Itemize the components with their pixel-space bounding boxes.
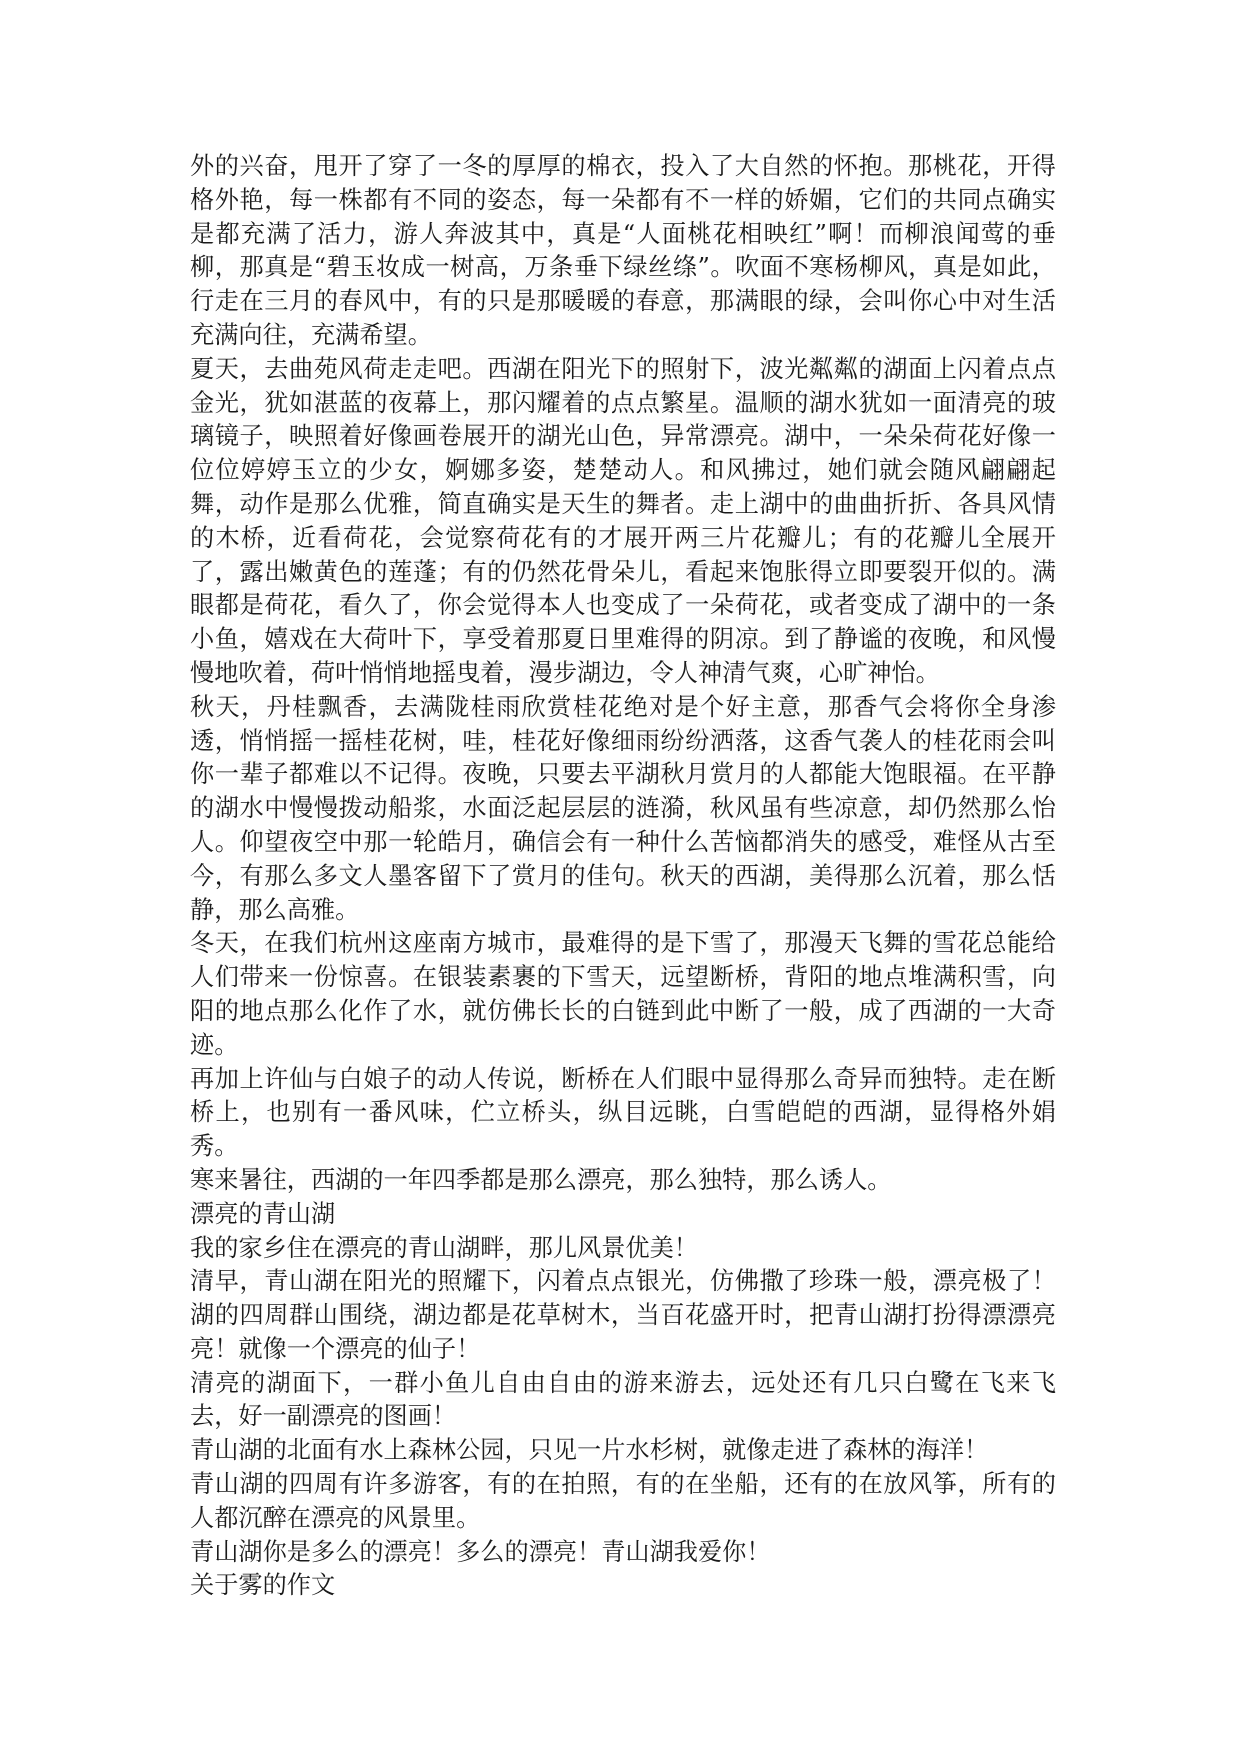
paragraph-tourists: 青山湖的四周有许多游客，有的在拍照，有的在坐船，还有的在放风筝，所有的人都沉醉在漂亮的风景里。 [190,1470,1056,1532]
paragraph-autumn: 秋天，丹桂飘香，去满陇桂雨欣赏桂花绝对是个好主意，那香气会将你全身渗透，悄悄摇一摇桂花树，哇，桂花好像细雨纷纷洒落，这香气袭人的桂花雨会叫你一辈子都难以不记得。夜晚，只要去平湖秋月赏月的人都能大饱眼福。在平静的湖水中慢慢拨动船浆，水面泛起层层的涟漪，秋风虽有些凉意，却仍然那么怡人。仰望夜空中那一轮皓月，确信会有一种什么苦恼都消失的感受，难怪从古至今，有那么多文人墨客留下了赏月的佳句。秋天的西湖，美得那么沉着，那么恬静，那么高雅。 [190,692,1056,924]
paragraph-west-lake-conclusion: 寒来暑往，西湖的一年四季都是那么漂亮，那么独特，那么诱人。 [190,1165,892,1194]
paragraph-morning: 清早，青山湖在阳光的照耀下，闪着点点银光，仿佛撒了珍珠一般，漂亮极了！湖的四周群山围绕，湖边都是花草树木，当百花盛开时，把青山湖打扮得漂漂亮亮！就像一个漂亮的仙子！ [190,1267,1056,1363]
paragraph-winter: 冬天，在我们杭州这座南方城市，最难得的是下雪了，那漫天飞舞的雪花总能给人们带来一份惊喜。在银装素裹的下雪天，远望断桥，背阳的地点堆满积雪，向阳的地点那么化作了水，就仿佛长长的白链到此中断了一般，成了西湖的一大奇迹。 [190,929,1056,1059]
essay-title-fog: 关于雾的作文 [190,1571,336,1600]
paragraph-summer: 夏天，去曲苑风荷走走吧。西湖在阳光下的照射下，波光粼粼的湖面上闪着点点金光，犹如湛蓝的夜幕上，那闪耀着的点点繁星。温顺的湖水犹如一面清亮的玻璃镜子，映照着好像画卷展开的湖光山色，异常漂亮。湖中，一朵朵荷花好像一位位婷婷玉立的少女，婀娜多姿，楚楚动人。和风拂过，她们就会随风翩翩起舞，动作是那么优雅，简直确实是天生的舞者。走上湖中的曲曲折折、各具风情的木桥，近看荷花，会觉察荷花有的才展开两三片花瓣儿；有的花瓣儿全展开了，露出嫩黄色的莲蓬；有的仍然花骨朵儿，看起来饱胀得立即要裂开似的。满眼都是荷花，看久了，你会觉得本人也变成了一朵荷花，或者变成了湖中的一条小鱼，嬉戏在大荷叶下，享受着那夏日里难得的阴凉。到了静谧的夜晚，和风慢慢地吹着，荷叶悄悄地摇曳着，漫步湖边，令人神清气爽，心旷神怡。 [190,354,1056,687]
paragraph-spring: 外的兴奋，甩开了穿了一冬的厚厚的棉衣，投入了大自然的怀抱。那桃花，开得格外艳，每一株都有不同的姿态，每一朵都有不一样的娇媚，它们的共同点确实是都充满了活力，游人奔波其中，真是“人面桃花相映红”啊！而柳浪闻莺的垂柳，那真是“碧玉妆成一树高，万条垂下绿丝绦”。吹面不寒杨柳风，真是如此，行走在三月的春风中，有的只是那暖暖的春意，那满眼的绿，会叫你心中对生活充满向往，充满希望。 [190,152,1056,349]
paragraph-love: 青山湖你是多么的漂亮！多么的漂亮！青山湖我爱你！ [190,1537,771,1566]
essay-title-qingshan-lake: 漂亮的青山湖 [190,1199,336,1228]
document-body [190,150,1056,1603]
paragraph-fish: 清亮的湖面下，一群小鱼儿自由自由的游来游去，远处还有几只白鹭在飞来飞去，好一副漂亮的图画！ [190,1368,1056,1431]
paragraph-forest-park: 青山湖的北面有水上森林公园，只见一片水杉树，就像走进了森林的海洋！ [190,1436,989,1465]
paragraph-broken-bridge: 再加上许仙与白娘子的动人传说，断桥在人们眼中显得那么奇异而独特。走在断桥上，也别有一番风味，伫立桥头，纵目远眺，白雪皑皑的西湖，显得格外娟秀。 [190,1064,1056,1161]
paragraph-hometown: 我的家乡住在漂亮的青山湖畔，那儿风景优美！ [190,1233,698,1262]
